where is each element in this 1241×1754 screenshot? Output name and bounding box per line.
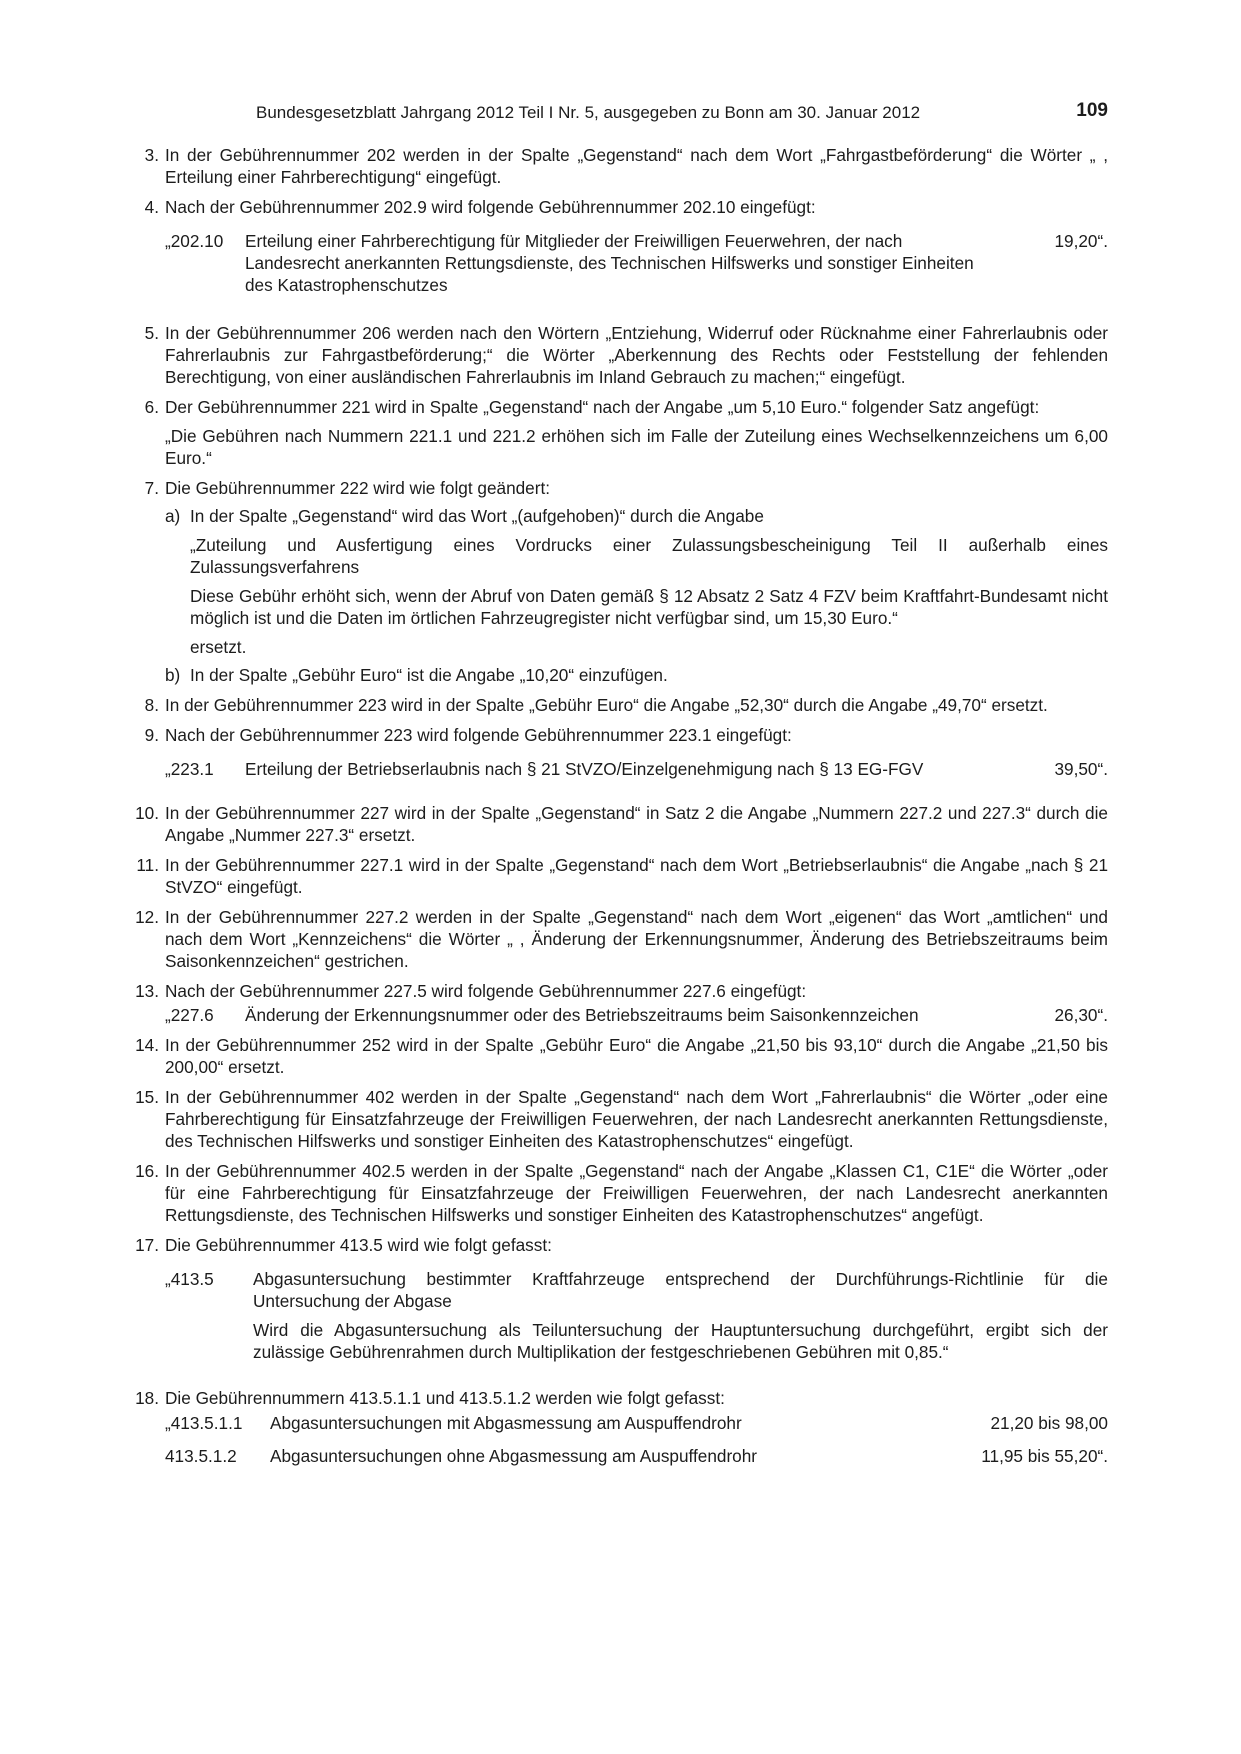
sub-item-label: a) bbox=[165, 506, 181, 526]
header-title: Bundesgesetzblatt Jahrgang 2012 Teil I Nr. 5, ausgegeben zu Bonn am 30. Januar 2012 bbox=[256, 103, 921, 122]
item-text: In der Gebührennummer 202 werden in der Spalte „Gegenstand“ nach dem Wort „Fahrgastbeförderung“ die Wörter „ , Erteilung einer Fahrberechtigung“ eingefügt. bbox=[165, 145, 1108, 187]
item-text: In der Gebührennummer 223 wird in der Spalte „Gebühr Euro“ die Angabe „52,30“ durch die Angabe „49,70“ ersetzt. bbox=[165, 695, 1048, 715]
fee-entry bbox=[165, 1268, 1108, 1363]
list-item bbox=[131, 1034, 1108, 1078]
item-text: In der Gebührennummer 402.5 werden in der Spalte „Gegenstand“ nach der Angabe „Klassen C1, C1E“ die Wörter „oder für eine Fahrberechtigung für Einsatzfahrzeuge der Freiwilligen Feuerwehren, der nach Landesrecht anerkannten Rettungsdienste, des Technischen Hilfswerks und sonstiger Einheiten des Katastrophenschutzes“ angefügt. bbox=[165, 1161, 1108, 1225]
item-number: 10. bbox=[135, 803, 159, 823]
item-text: In der Gebührennummer 227.2 werden in der Spalte „Gegenstand“ nach dem Wort „eigenen“ das Wort „amtlichen“ und nach dem Wort „Kennzeichens“ die Wörter „ , Änderung der Erkennungsnummer, Änderung des Betriebszeitraums beim Saisonkennzeichen“ gestrichen. bbox=[165, 907, 1108, 971]
fee-code: „413.5 bbox=[165, 1269, 214, 1289]
fee-code: „223.1 bbox=[165, 759, 214, 779]
item-text: In der Gebührennummer 227.1 wird in der Spalte „Gegenstand“ nach dem Wort „Betriebserlaubnis“ die Angabe „nach § 21 StVZO“ eingefügt. bbox=[165, 855, 1108, 897]
list-item bbox=[131, 1160, 1108, 1226]
item-text: In der Gebührennummer 227 wird in der Spalte „Gegenstand“ in Satz 2 die Angabe „Nummern 227.2 und 227.3“ durch die Angabe „Nummer 227.3“ ersetzt. bbox=[165, 803, 1108, 845]
fee-entry bbox=[165, 758, 1108, 780]
item-text: Nach der Gebührennummer 223 wird folgende Gebührennummer 223.1 eingefügt: bbox=[165, 725, 792, 745]
item-number: 15. bbox=[135, 1087, 159, 1107]
list-item bbox=[131, 477, 1108, 686]
list-item bbox=[131, 980, 1108, 1026]
table-row bbox=[165, 1412, 1108, 1434]
page-number: 109 bbox=[1076, 100, 1108, 121]
fee-amount: 19,20“. bbox=[1054, 231, 1108, 251]
item-number: 14. bbox=[135, 1035, 159, 1055]
quoted-text: „Zuteilung und Ausfertigung eines Vordrucks einer Zulassungsbescheinigung Teil II außerhalb eines Zulassungsverfahrens bbox=[190, 535, 1108, 577]
item-number: 18. bbox=[135, 1388, 159, 1408]
sub-item-text: In der Spalte „Gegenstand“ wird das Wort „(aufgehoben)“ durch die Angabe bbox=[190, 506, 764, 526]
quoted-text: „Die Gebühren nach Nummern 221.1 und 221.2 erhöhen sich im Falle der Zuteilung eines Wechselkennzeichens um 6,00 Euro.“ bbox=[165, 426, 1108, 468]
sub-item-text: In der Spalte „Gebühr Euro“ ist die Angabe „10,20“ einzufügen. bbox=[190, 665, 668, 685]
item-number: 13. bbox=[135, 981, 159, 1001]
list-item bbox=[131, 1387, 1108, 1467]
list-item bbox=[131, 802, 1108, 846]
list-item bbox=[131, 196, 1108, 314]
item-number: 16. bbox=[135, 1161, 159, 1181]
item-text: Die Gebührennummer 413.5 wird wie folgt gefasst: bbox=[165, 1235, 552, 1255]
item-number: 12. bbox=[135, 907, 159, 927]
sub-item-label: b) bbox=[165, 665, 181, 685]
fee-entry bbox=[165, 230, 1108, 296]
list-item bbox=[131, 854, 1108, 898]
fee-code: 413.5.1.2 bbox=[165, 1446, 237, 1466]
list-item bbox=[131, 1234, 1108, 1379]
quoted-text: Diese Gebühr erhöht sich, wenn der Abruf von Daten gemäß § 12 Absatz 2 Satz 4 FZV beim Kraftfahrt-Bundesamt nicht möglich ist und die Daten im örtlichen Fahrzeugregister nicht verfügbar sind, um 15,30 Euro.“ bbox=[190, 586, 1108, 628]
item-number: 4. bbox=[144, 197, 159, 217]
list-item bbox=[131, 694, 1108, 716]
item-text: Die Gebührennummern 413.5.1.1 und 413.5.1.2 werden wie folgt gefasst: bbox=[165, 1388, 725, 1408]
item-number: 3. bbox=[144, 145, 159, 165]
fee-code: „227.6 bbox=[165, 1005, 214, 1025]
item-number: 17. bbox=[135, 1235, 159, 1255]
table-row bbox=[165, 1445, 1108, 1467]
item-text: Nach der Gebührennummer 227.5 wird folgende Gebührennummer 227.6 eingefügt: bbox=[165, 981, 807, 1001]
item-text: Der Gebührennummer 221 wird in Spalte „Gegenstand“ nach der Angabe „um 5,10 Euro.“ folgender Satz angefügt: bbox=[165, 397, 1040, 417]
fee-description-note: Wird die Abgasuntersuchung als Teiluntersuchung der Hauptuntersuchung durchgeführt, ergibt sich der zulässige Gebührenrahmen durch Multiplikation der festgeschriebenen Gebühren mit 0,85.“ bbox=[253, 1320, 1108, 1362]
fee-amount: 11,95 bis 55,20“. bbox=[981, 1446, 1108, 1466]
list-item bbox=[131, 396, 1108, 469]
fee-entry bbox=[165, 1004, 1108, 1026]
item-text: In der Gebührennummer 206 werden nach den Wörtern „Entziehung, Widerruf oder Rücknahme einer Fahrerlaubnis oder Fahrerlaubnis zur Fahrgastbeförderung;“ die Wörter „Aberkennung des Rechts oder Feststellung der fehlenden Berechtigung, von einer ausländischen Fahrerlaubnis im Inland Gebrauch zu machen;“ eingefügt. bbox=[165, 323, 1108, 387]
item-text: In der Gebührennummer 402 werden in der Spalte „Gegenstand“ nach dem Wort „Fahrerlaubnis“ die Wörter „oder eine Fahrberechtigung für Einsatzfahrzeuge der Freiwilligen Feuerwehren, der nach Landesrecht anerkannten Rettungsdienste, des Technischen Hilfswerks und sonstiger Einheiten des Katastrophenschutzes“ eingefügt. bbox=[165, 1087, 1108, 1151]
list-item bbox=[131, 724, 1108, 794]
item-number: 5. bbox=[144, 323, 159, 343]
fee-amount: 26,30“. bbox=[1054, 1005, 1108, 1025]
list-item bbox=[131, 906, 1108, 972]
fee-description: Erteilung der Betriebserlaubnis nach § 21 StVZO/Einzelgenehmigung nach § 13 EG-FGV bbox=[245, 759, 924, 779]
sub-item bbox=[165, 505, 1108, 658]
list-item bbox=[131, 144, 1108, 188]
fee-description: Erteilung einer Fahrberechtigung für Mitglieder der Freiwilligen Feuerwehren, der nach Landesrecht anerkannten Rettungsdienste, des Technischen Hilfswerks und sonstiger Einheiten des Katastrophenschutzes bbox=[245, 231, 974, 295]
item-text: In der Gebührennummer 252 wird in der Spalte „Gebühr Euro“ die Angabe „21,50 bis 93,10“ durch die Angabe „21,50 bis 200,00“ ersetzt. bbox=[165, 1035, 1108, 1077]
item-number: 7. bbox=[144, 478, 159, 498]
fee-amount: 39,50“. bbox=[1054, 759, 1108, 779]
fee-code: „202.10 bbox=[165, 231, 224, 251]
item-number: 6. bbox=[144, 397, 159, 417]
page-header bbox=[131, 100, 1108, 128]
fee-code: „413.5.1.1 bbox=[165, 1413, 243, 1433]
item-text: Nach der Gebührennummer 202.9 wird folgende Gebührennummer 202.10 eingefügt: bbox=[165, 197, 816, 217]
fee-description: Abgasuntersuchungen mit Abgasmessung am Auspuffendrohr bbox=[270, 1413, 742, 1433]
sub-item bbox=[165, 664, 1108, 686]
item-text: Die Gebührennummer 222 wird wie folgt geändert: bbox=[165, 478, 551, 498]
fee-amount: 21,20 bis 98,00 bbox=[990, 1413, 1108, 1433]
fee-description: Änderung der Erkennungsnummer oder des Betriebszeitraums beim Saisonkennzeichen bbox=[245, 1005, 919, 1025]
list-item bbox=[131, 1086, 1108, 1152]
item-number: 8. bbox=[144, 695, 159, 715]
fee-description: Abgasuntersuchungen ohne Abgasmessung am Auspuffendrohr bbox=[270, 1446, 758, 1466]
fee-description: Abgasuntersuchung bestimmter Kraftfahrzeuge entsprechend der Durchführungs-Richtlinie für die Untersuchung der Abgase bbox=[253, 1269, 1108, 1311]
document-page bbox=[131, 100, 1108, 1475]
item-number: 11. bbox=[136, 855, 159, 875]
list-item bbox=[131, 322, 1108, 388]
item-number: 9. bbox=[144, 725, 159, 745]
sub-item-closing: ersetzt. bbox=[190, 637, 247, 657]
